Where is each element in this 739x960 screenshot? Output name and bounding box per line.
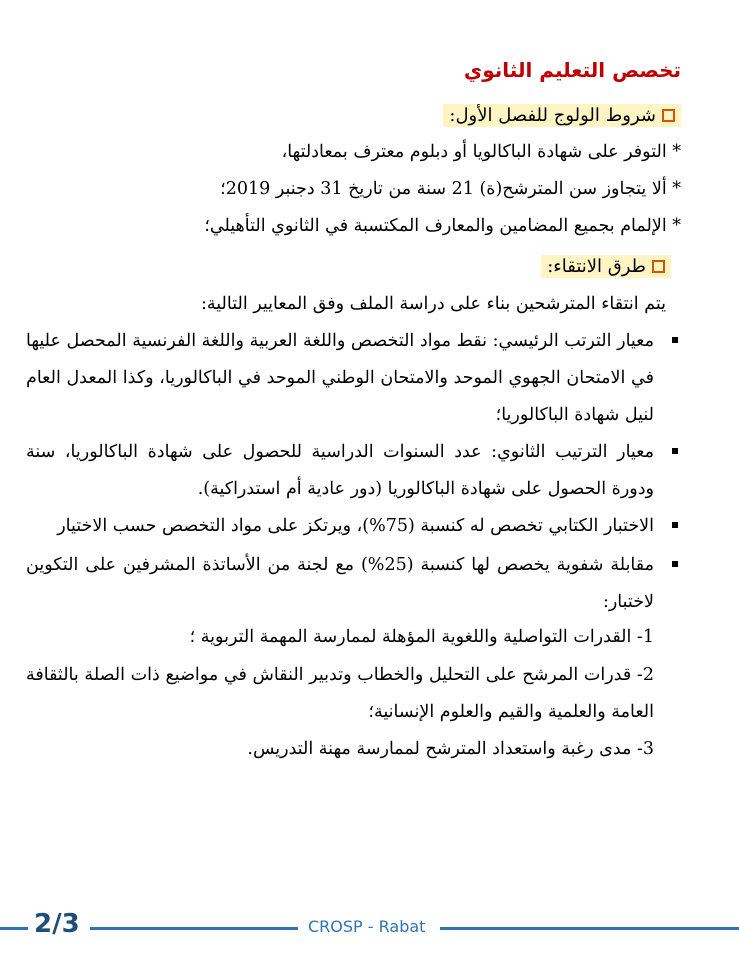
access-item: * الإلمام بجميع المضامين والمعارف المكتسبة في الثانوي التأهيلي؛ — [204, 216, 681, 236]
selection-methods-heading — [541, 255, 671, 278]
footer-rule — [0, 927, 28, 930]
access-heading-text: شروط الولوج للفصل الأول: — [449, 105, 656, 126]
checkbox-icon — [652, 260, 665, 273]
selection-intro: يتم انتقاء المترشحين بناء على دراسة الملف وفق المعايير التالية: — [200, 294, 666, 314]
criteria-bullet: معيار الترتب الرئيسي: نقط مواد التخصص واللغة العربية واللغة الفرنسية المحصل عليها في الامتحان الجهوي الموحد والامتحان الوطني الموحد في الباكالوريا، وكذا المعدل العام لنيل شهادة الباكالوريا؛ — [26, 323, 654, 434]
page-number: 2/3 — [34, 909, 80, 939]
interview-criterion: 2- قدرات المرشح على التحليل والخطاب وتدبير النقاش في مواضيع ذات الصلة بالثقافة العامة والعلمية والقيم والعلوم الإنسانية؛ — [26, 665, 654, 722]
interview-criterion: 1- القدرات التواصلية واللغوية المؤهلة لممارسة المهمة التربوية ؛ — [189, 627, 654, 647]
access-item: * التوفر على شهادة الباكالويا أو دبلوم معترف بمعادلتها، — [281, 142, 681, 162]
page-footer — [0, 905, 739, 950]
access-conditions-heading — [443, 104, 681, 127]
footer-label: CROSP - Rabat — [308, 917, 426, 936]
selection-heading-text: طرق الانتقاء: — [547, 256, 646, 277]
access-item: * ألا يتجاوز سن المترشح(ة) 21 سنة من تاريخ 31 دجنبر 2019؛ — [220, 179, 681, 199]
criteria-bullet: معيار الترتيب الثانوي: عدد السنوات الدراسية للحصول على شهادة الباكالوريا، سنة ودورة الحصول على شهادة الباكالوريا (دور عادية أم استدراكية). — [26, 434, 654, 508]
footer-rule — [90, 927, 298, 930]
interview-criterion: 3- مدى رغبة واستعداد المترشح لممارسة مهنة التدريس. — [247, 739, 654, 759]
criteria-bullet: الاختبار الكتابي تخصص له كنسبة (75%)، ويرتكز على مواد التخصص حسب الاختيار — [26, 508, 654, 545]
criteria-bullet: مقابلة شفوية يخصص لها كنسبة (25%) مع لجنة من الأساتذة المشرفين على التكوين لاختبار: — [26, 547, 654, 621]
checkbox-icon — [662, 109, 675, 122]
page-title: تخصص التعليم الثانوي — [463, 58, 681, 82]
footer-rule — [440, 927, 739, 930]
